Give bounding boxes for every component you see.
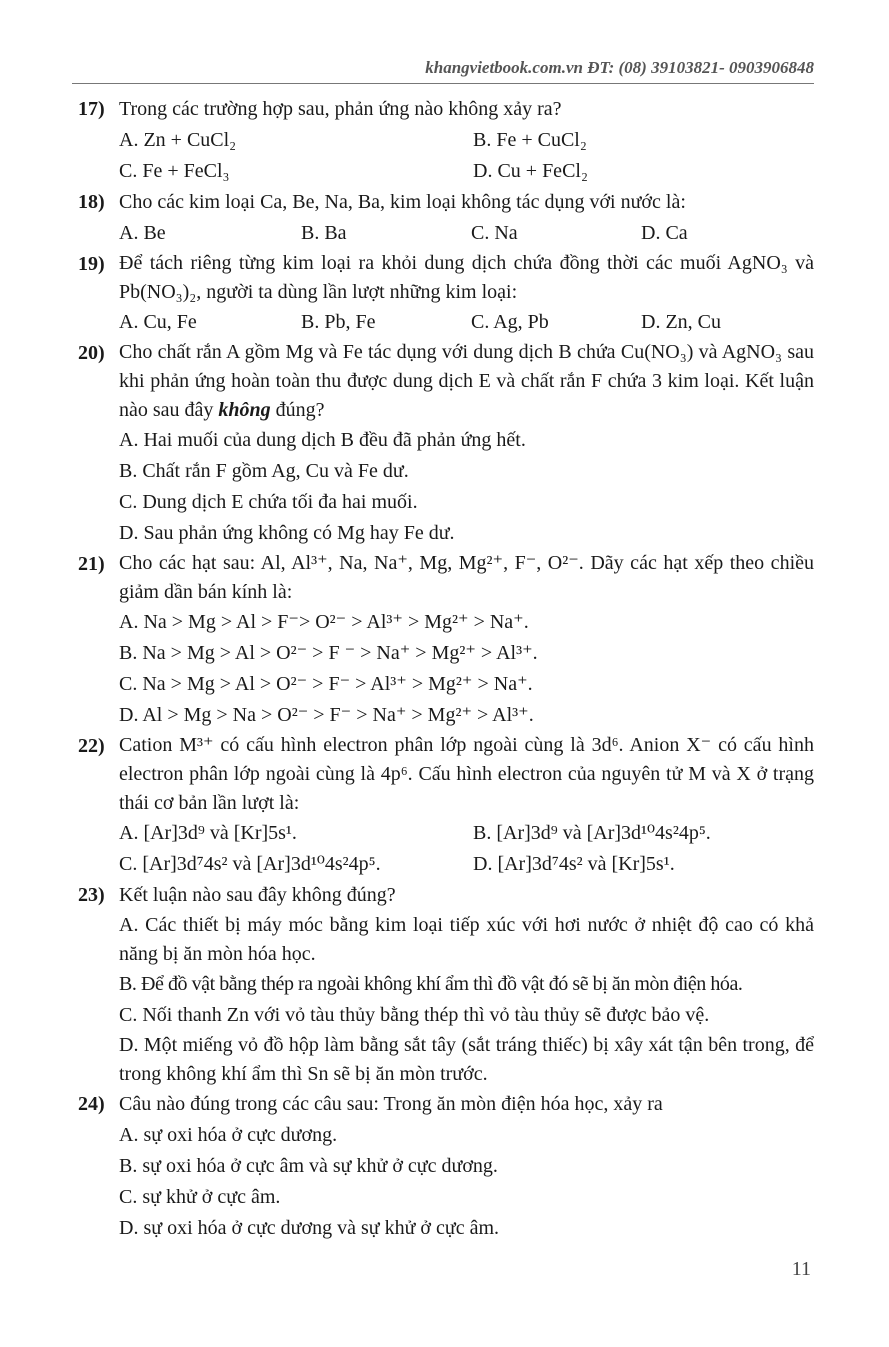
question-21 [78, 549, 814, 731]
stem-part: Cho chất rắn A gồm Mg và Fe tác dụng với dung dịch B chứa Cu(NO₃) và AgNO₃ sau khi phản ứng hoàn toàn thu được dung dịch E và chất rắn F chứa 3 kim loại. Kết luận nào sau đây [119, 341, 814, 421]
option-d: D. Sau phản ứng không có Mg hay Fe dư. [119, 522, 455, 544]
question-17 [78, 94, 814, 187]
question-number: 19) [78, 253, 105, 275]
option-b: B. Chất rắn F gồm Ag, Cu và Fe dư. [119, 460, 409, 482]
question-18 [78, 187, 814, 249]
question-19 [78, 249, 814, 338]
question-number: 23) [78, 884, 105, 906]
question-stem: Để tách riêng từng kim loại ra khỏi dung dịch chứa đồng thời các muối AgNO₃ và Pb(NO₃)₂, người ta dùng lần lượt những kim loại: [119, 252, 814, 303]
option-d: D. sự oxi hóa ở cực dương và sự khử ở cực âm. [119, 1217, 500, 1239]
option-a: A. sự oxi hóa ở cực dương. [119, 1124, 338, 1146]
option-c: C. Ag, Pb [471, 311, 549, 333]
page-header: khangvietbook.com.vn ĐT: (08) 39103821- 0903906848 [425, 58, 814, 77]
option-a: A. Các thiết bị máy móc bằng kim loại tiếp xúc với hơi nước ở nhiệt độ cao có khả năng bị ăn mòn hóa học. [119, 914, 814, 965]
question-24 [78, 1089, 814, 1244]
question-stem: Cation M³⁺ có cấu hình electron phân lớp ngoài cùng là 3d⁶. Anion X⁻ có cấu hình electron phân lớp ngoài cùng là 4p⁶. Cấu hình electron của nguyên tử M và X ở trạng thái cơ bản lần lượt là: [119, 734, 814, 814]
option-b: B. Na > Mg > Al > O²⁻ > F ⁻ > Na⁺ > Mg²⁺ > Al³⁺. [119, 642, 538, 664]
option-d: D. Một miếng vỏ đồ hộp làm bằng sắt tây (sắt tráng thiếc) bị xây xát tận bên trong, để trong không khí ẩm thì Sn sẽ bị ăn mòn trước. [119, 1034, 814, 1085]
option-a: A. Cu, Fe [119, 311, 197, 333]
option-d: D. Ca [641, 222, 688, 244]
question-stem [119, 338, 814, 425]
option-c: C. Dung dịch E chứa tối đa hai muối. [119, 491, 418, 513]
question-number: 20) [78, 342, 105, 364]
option-d: D. Cu + FeCl₂ [473, 160, 588, 182]
question-stem: Cho các hạt sau: Al, Al³⁺, Na, Na⁺, Mg, Mg²⁺, F⁻, O²⁻. Dãy các hạt xếp theo chiều giảm dần bán kính là: [119, 552, 814, 603]
stem-part: đúng? [275, 399, 325, 421]
question-stem: Câu nào đúng trong các câu sau: Trong ăn mòn điện hóa học, xảy ra [119, 1093, 663, 1115]
question-number: 22) [78, 735, 105, 757]
header-divider [72, 83, 814, 84]
stem-emphasis: không [218, 399, 271, 421]
option-c: C. Fe + FeCl₃ [119, 160, 230, 182]
option-c: C. Na > Mg > Al > O²⁻ > F⁻ > Al³⁺ > Mg²⁺ > Na⁺. [119, 673, 533, 695]
option-a: A. Be [119, 222, 166, 244]
option-c: C. sự khử ở cực âm. [119, 1186, 281, 1208]
option-b: B. Pb, Fe [301, 311, 376, 333]
question-stem: Trong các trường hợp sau, phản ứng nào không xảy ra? [119, 98, 562, 120]
option-b: B. Để đồ vật bằng thép ra ngoài không khí ẩm thì đồ vật đó sẽ bị ăn mòn điện hóa. [119, 973, 743, 995]
question-22 [78, 731, 814, 880]
option-a: A. Hai muối của dung dịch B đều đã phản ứng hết. [119, 429, 526, 451]
option-a: A. [Ar]3d⁹ và [Kr]5s¹. [119, 822, 297, 844]
option-c: C. Nối thanh Zn với vỏ tàu thủy bằng thép thì vỏ tàu thủy sẽ được bảo vệ. [119, 1004, 710, 1026]
question-20 [78, 338, 814, 549]
option-a: A. Na > Mg > Al > F⁻> O²⁻ > Al³⁺ > Mg²⁺ > Na⁺. [119, 611, 529, 633]
option-a: A. Zn + CuCl₂ [119, 129, 237, 151]
page-number: 11 [791, 1258, 811, 1280]
option-b: B. Ba [301, 222, 347, 244]
option-d: D. [Ar]3d⁷4s² và [Kr]5s¹. [473, 853, 675, 875]
option-b: B. Fe + CuCl₂ [473, 129, 587, 151]
question-number: 17) [78, 98, 105, 120]
question-list [78, 94, 814, 1244]
option-d: D. Al > Mg > Na > O²⁻ > F⁻ > Na⁺ > Mg²⁺ > Al³⁺. [119, 704, 534, 726]
question-stem: Cho các kim loại Ca, Be, Na, Ba, kim loại không tác dụng với nước là: [119, 191, 686, 213]
question-number: 21) [78, 553, 105, 575]
option-b: B. sự oxi hóa ở cực âm và sự khử ở cực dương. [119, 1155, 498, 1177]
option-c: C. Na [471, 222, 518, 244]
question-stem: Kết luận nào sau đây không đúng? [119, 884, 396, 906]
option-d: D. Zn, Cu [641, 311, 721, 333]
question-number: 18) [78, 191, 105, 213]
question-number: 24) [78, 1093, 105, 1115]
option-c: C. [Ar]3d⁷4s² và [Ar]3d¹⁰4s²4p⁵. [119, 853, 381, 875]
option-b: B. [Ar]3d⁹ và [Ar]3d¹⁰4s²4p⁵. [473, 822, 711, 844]
question-23 [78, 880, 814, 1089]
